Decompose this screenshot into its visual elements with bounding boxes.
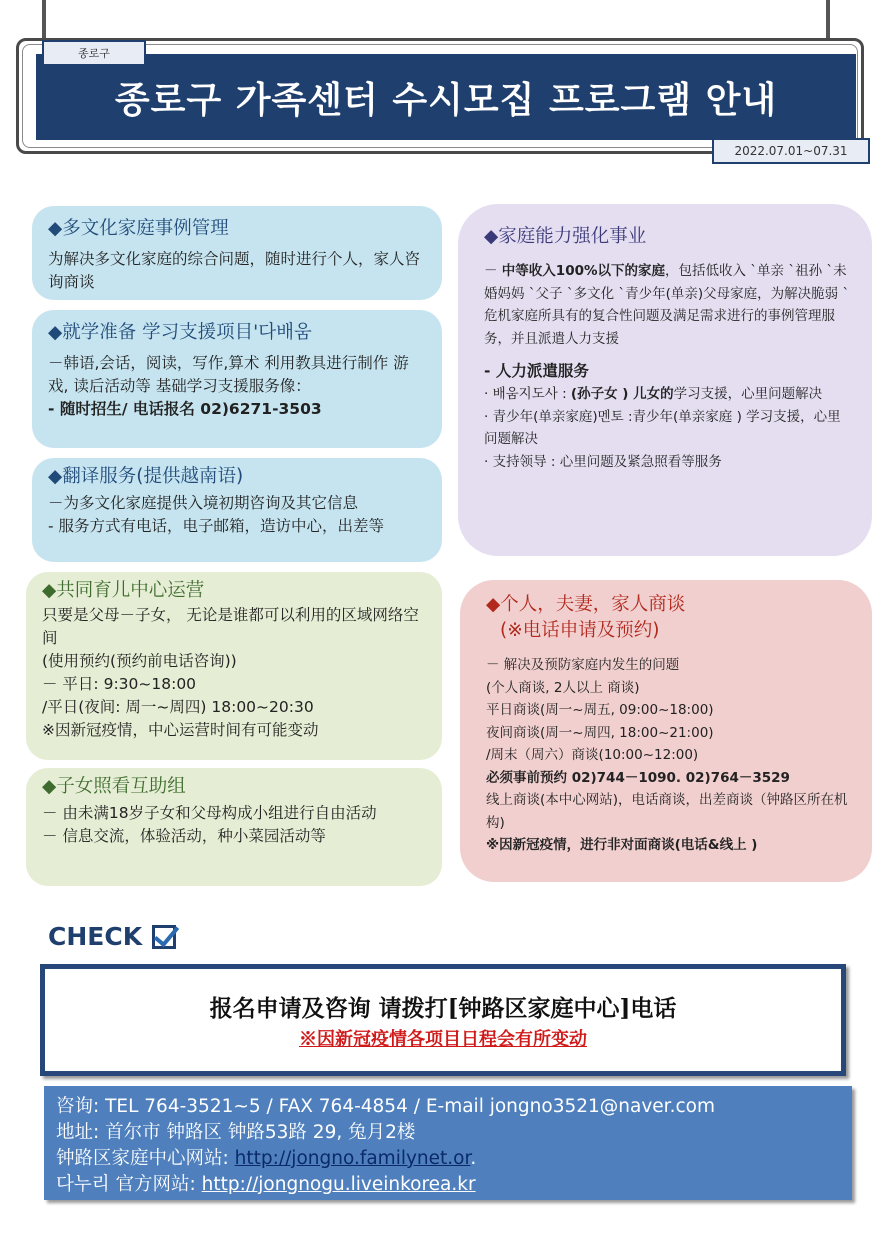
capacity-para-rest: ，包括低收入 `单亲 `祖孙 `未婚妈妈 `父子 `多文化 `青少年(单亲)父母家庭，为解决脆弱 `危机家庭所具有的复合性问题及满足需求进行的事例管理服务，并且派遣人力支援 [484,263,850,347]
study-support-box [32,310,442,448]
translation-line-1: －为多文化家庭提供入境初期咨询及其它信息 [48,494,359,512]
multicultural-text: 为解决多文化家庭的综合问题，随时进行个人，家人咨询商谈 [48,250,421,291]
familynet-link[interactable]: http://jongno.familynet.or [234,1148,471,1169]
capacity-para-prefix: － [484,263,502,279]
counseling-box [460,580,872,882]
mutual-title: ◆子女照看互助组 [42,776,186,797]
check-label: CHECK [48,922,143,951]
multicultural-title: ◆多文化家庭事例管理 [48,218,229,239]
capacity-title: ◆家庭能力强化事业 [484,226,647,247]
checkbox-checked-icon [152,925,176,949]
contact-address: 地址: 首尔市 钟路区 钟路53路 29, 兔月2楼 [56,1122,416,1143]
study-line-1: －韩语,会话，阅读，写作,算术 利用教具进行制作 游戏, 读后活动等 基础学习支援服务像： [48,354,409,395]
mutual-line-2: － 信息交流，体验活动，种小菜园活动等 [42,827,326,845]
childcare-line-3: － 平日: 9:30~18:00 [42,675,197,693]
translation-box [32,458,442,562]
capacity-para [484,260,850,350]
capacity-para-bold: 中等收入100%以下的家庭 [501,263,666,279]
hanger-line-left [42,0,46,40]
website-label: 钟路区家庭中心网站: [56,1148,235,1169]
date-range: 2022.07.01~07.31 [712,138,870,164]
counseling-title: ◆个人，夫妻，家人商谈 [486,594,686,615]
capacity-subtitle: - 人力派遣服务 [484,362,589,380]
childcare-line-5: ※因新冠疫情，中心运营时间有可能变动 [42,721,319,739]
mutual-care-box [26,768,442,886]
counseling-line-3: 平日商谈(周一~周五, 09:00~18:00) [486,702,714,718]
childcare-title: ◆共同育儿中心运营 [42,580,205,601]
counseling-line-6: 必须事前预约 02)744－1090. 02)764－3529 [486,769,790,786]
contact-website-row [56,1146,840,1172]
title-bar [36,54,856,140]
counseling-line-8: ※因新冠疫情，进行非对面商谈(电话&线上 ) [486,837,758,853]
danuri-label: 다누리 官方网站: [56,1174,202,1195]
hanger-line-right [826,0,830,40]
childcare-line-1: 只要是父母－子女， 无论是谁都可以利用的区域网络空间 [42,606,419,647]
counseling-line-7: 线上商谈(本中心网站)，电话商谈，出差商谈（钟路区所在机构) [486,792,848,831]
danuri-website-row [56,1172,840,1198]
district-tag: 종로구 [42,40,146,66]
childcare-center-box [26,572,442,760]
page-title: 종로구 가족센터 수시모집 프로그램 안내 [114,79,778,121]
translation-title: ◆翻译服务(提供越南语) [48,466,244,487]
capacity-item-1 [484,383,850,406]
liveinkorea-link[interactable]: http://jongnogu.liveinkorea.kr [201,1174,476,1195]
translation-line-2: - 服务方式有电话，电子邮箱，造访中心，出差等 [48,517,385,535]
study-line-2: - 随时招生/ 电话报名 02)6271-3503 [48,400,322,418]
apply-notice-box [40,964,846,1076]
capacity-item-1-c: 学习支援，心里问题解决 [673,386,823,402]
capacity-item-1-a: · 배움지도사 : [484,386,571,402]
counseling-line-2: (个人商谈, 2人以上 商谈) [486,679,640,696]
family-capacity-box [458,204,872,556]
contact-phone-email: 咨询: TEL 764-3521~5 / FAX 764-4854 / E-mail jongno3521@naver.com [56,1096,715,1117]
capacity-item-2: · 青少年(单亲家庭)멘토 :青少年(单亲家庭 ) 学习支援，心里问题解决 [484,408,841,447]
mutual-line-1: － 由未满18岁子女和父母构成小组进行自由活动 [42,804,377,822]
capacity-item-1-b: (孙子女 ) 儿女的 [570,386,674,402]
capacity-item-3: · 支持领导 : 心里问题及紧急照看等服务 [484,453,722,470]
study-title: ◆就学准备 学习支援项目'다배움 [48,322,312,343]
childcare-line-2: (使用预约(预约前电话咨询)) [42,652,237,670]
multicultural-case-box [32,206,442,300]
counseling-line-1: － 解决及预防家庭内发生的问题 [486,657,680,673]
counseling-subtitle: (※电话申请及预约) [500,620,660,641]
apply-notice-line: 报名申请及咨询 请拨打[钟路区家庭中心]电话 [209,994,677,1022]
contact-panel [44,1086,852,1200]
check-heading [48,922,176,951]
website-tail: . [470,1148,477,1169]
childcare-line-4: /平日(夜间: 周一~周四) 18:00~20:30 [42,698,314,716]
counseling-line-4: 夜间商谈(周一~周四, 18:00~21:00) [486,724,714,741]
covid-schedule-notice: ※因新冠疫情各项目日程会有所变动 [299,1028,587,1050]
counseling-line-5: /周末（周六）商谈(10:00~12:00) [486,747,699,763]
